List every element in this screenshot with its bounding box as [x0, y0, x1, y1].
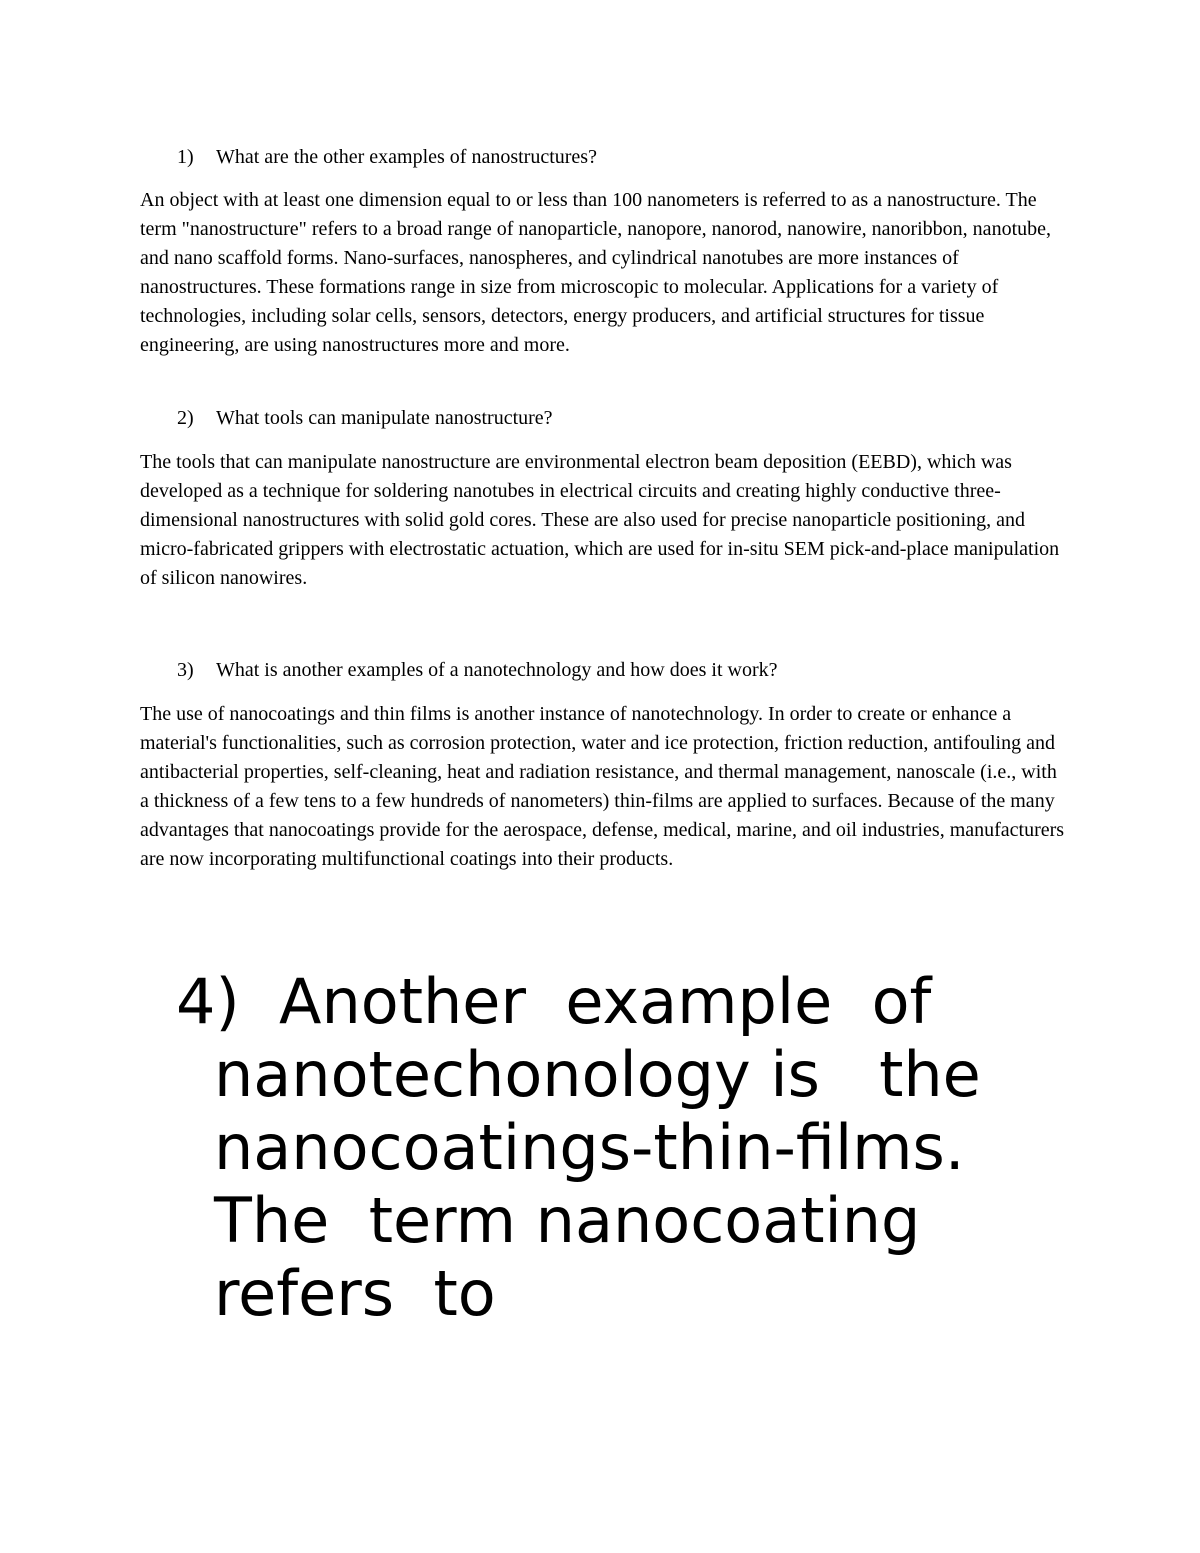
answer-3: The use of nanocoatings and thin films is another instance of nanotechnology. In order to create or enhance a material's functionalities, such as corrosion protection, water and ice protection, friction reduction, antifouling and antibacterial properties, self-cleaning, heat and radiation resistance, and thermal management, nanoscale (i.e., with a thickness of a few tens to a few hundreds of nanometers) thin-films are applied to surfaces. Because of the many advantages that nanocoatings provide for the aerospace, defense, medical, marine, and oil industries, manufacturers are now incorporating multifunctional coatings into their products.	[140, 703, 1065, 870]
question-3-number: 3)	[177, 659, 194, 681]
question-3-text: What is another examples of a nanotechnology and how does it work?	[216, 659, 778, 681]
item-4-line-2: nanotechonology is the	[214, 1038, 981, 1111]
answer-2: The tools that can manipulate nanostructure are environmental electron beam deposition (EEBD), which was developed as a technique for soldering nanotubes in electrical circuits and creating highly conductive three-dimensional nanostructures with solid gold cores. These are also used for precise nanoparticle positioning, and micro-fabricated grippers with electrostatic actuation, which are used for in-situ SEM pick-and-place manipulation of silicon nanowires.	[140, 451, 1060, 589]
answer-1: An object with at least one dimension equal to or less than 100 nanometers is referred to as a nanostructure. The term "nanostructure" refers to a broad range of nanoparticle, nanopore, nanorod, nanowire, nanoribbon, nanotube, and nano scaffold forms. Nano-surfaces, nanospheres, and cylindrical nanotubes are more instances of nanostructures. These formations range in size from microscopic to molecular. Applications for a variety of technologies, including solar cells, sensors, detectors, energy producers, and artificial structures for tissue engineering, are using nanostructures more and more.	[140, 189, 1051, 356]
question-2-text: What tools can manipulate nanostructure?	[216, 407, 553, 429]
item-4-line-5: refers to	[214, 1257, 496, 1330]
item-4-large-text	[176, 965, 1136, 1330]
question-1-number: 1)	[177, 146, 194, 168]
question-2-number: 2)	[177, 407, 194, 429]
item-4-line-1: 4) Another example of	[176, 965, 932, 1038]
item-4-line-4: The term nanocoating	[214, 1184, 921, 1257]
question-3	[177, 656, 778, 685]
question-1-text: What are the other examples of nanostructures?	[216, 146, 597, 168]
question-1	[177, 143, 597, 172]
question-2	[177, 404, 553, 433]
item-4-line-3: nanocoatings-thin-films.	[214, 1111, 965, 1184]
